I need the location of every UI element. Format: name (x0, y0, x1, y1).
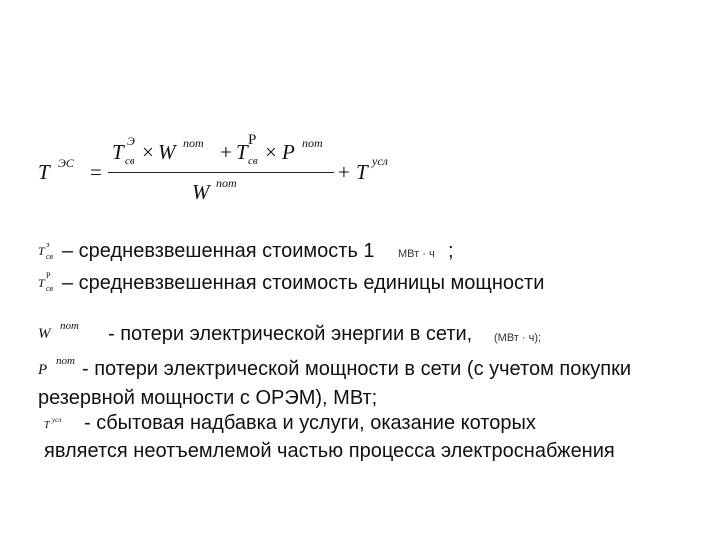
def6-text: - сбытовая надбавка и услуги, оказание которых (84, 412, 536, 434)
def7-text: является неотъемлемой частью процесса электроснабжения (44, 440, 615, 462)
formula-num-T1-sup: Э (127, 134, 135, 148)
fraction-bar (108, 172, 334, 173)
def1-symbol: T (38, 244, 45, 258)
def2-symbol-sup: Р (46, 271, 51, 280)
def6-symbol: T (44, 420, 50, 431)
def6-symbol-sup: усл (52, 416, 62, 424)
formula-plus-2: + (338, 160, 350, 184)
formula-num-W: W (158, 140, 176, 164)
def2-symbol-sub: св (46, 284, 54, 293)
def1-symbol-sup: э (46, 240, 50, 249)
formula-num-T1: T (112, 140, 124, 164)
formula-num-T2-sub: св (248, 155, 258, 167)
def3-symbol-sup: пот (60, 320, 79, 332)
formula-num-T2-sup: Р (248, 132, 257, 148)
def1-text: – средневзвешенная стоимость 1 (62, 240, 375, 262)
def1-unit: МВт · ч (398, 248, 435, 260)
def3-symbol: W (38, 326, 51, 342)
def3-text: - потери электрической энергии в сети, (108, 323, 473, 345)
formula-den-W: W (192, 180, 210, 204)
formula-num-P: P (282, 140, 295, 164)
def5-text: резервной мощности с ОРЭМ), МВт; (38, 387, 378, 409)
def4-symbol: P (38, 362, 48, 378)
formula-num-W-sup: пот (183, 136, 204, 150)
formula-times-2: × (265, 140, 277, 164)
formula-equals: = (90, 160, 102, 184)
def2-text: – средневзвешенная стоимость единицы мощности (62, 272, 545, 294)
formula-plus-1: + (220, 140, 232, 164)
def1-end: ; (448, 240, 454, 262)
formula-times-1: × (142, 140, 154, 164)
formula-lhs-T: T (38, 160, 50, 184)
def2-symbol: T (38, 276, 45, 290)
def3-unit: (МВт · ч); (494, 332, 542, 344)
formula-den-W-sup: пот (216, 176, 237, 190)
def4-symbol-sup: пот (56, 355, 75, 367)
formula-lhs-sup: ЭС (58, 156, 74, 170)
formula-T-usl: T (356, 160, 368, 184)
formula-num-P-sup: пот (302, 136, 323, 150)
formula-T-usl-sup: усл (372, 154, 388, 168)
formula-num-T1-sub: св (125, 155, 135, 167)
def4-text: - потери электрической мощности в сети (с учетом покупки (82, 358, 632, 380)
def1-symbol-sub: св (46, 252, 54, 261)
formula-num-T2: T (236, 140, 248, 164)
